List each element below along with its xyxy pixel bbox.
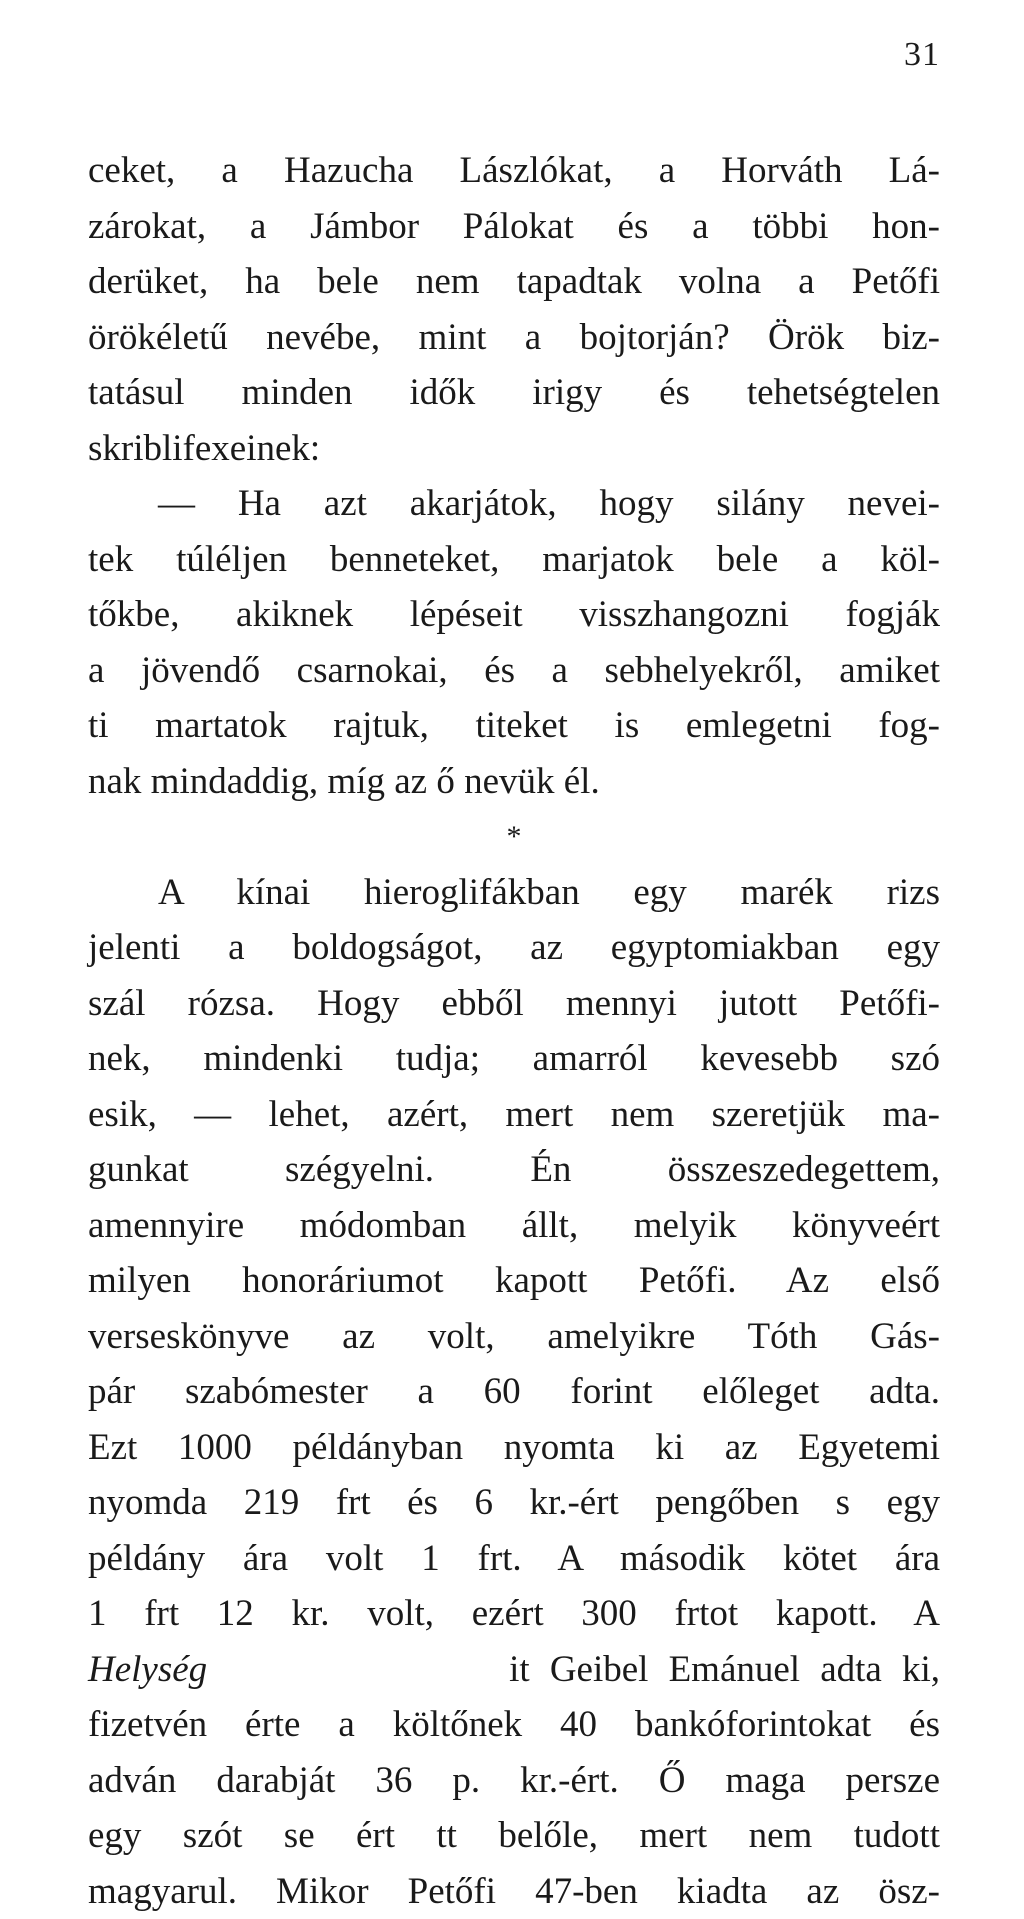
text-line: ti martatok rajtuk, titeket is emlegetni fog- <box>88 698 940 754</box>
text-line: Ezt 1000 példányban nyomta ki az Egyetemi <box>88 1420 940 1476</box>
section-separator: * <box>88 809 940 865</box>
text-line: A kínai hieroglifákban egy marék rizs <box>88 865 940 921</box>
text-line: adván darabját 36 p. kr.-ért. Ő maga persze <box>88 1753 940 1809</box>
text-line: nek, mindenki tudja; amarról kevesebb szó <box>88 1031 940 1087</box>
text-line: — Ha azt akarjátok, hogy silány nevei- <box>88 476 940 532</box>
text-line: 1 frt 12 kr. volt, ezért 300 frtot kapott. A <box>88 1586 940 1642</box>
text-line: tatásul minden idők irigy és tehetségtelen <box>88 365 940 421</box>
text-line: a jövendő csarnokai, és a sebhelyekről, amiket <box>88 643 940 699</box>
text-line: egy szót se ért tt belőle, mert nem tudott <box>88 1808 940 1864</box>
body-text <box>88 143 940 1919</box>
text-line: örökéletű nevébe, mint a bojtorján? Örök biz- <box>88 310 940 366</box>
text-fragment: it Geibel Emánuel adta ki, <box>509 1649 940 1690</box>
italic-title: Helység <box>88 1649 207 1690</box>
text-line: szál rózsa. Hogy ebből mennyi jutott Petőfi- <box>88 976 940 1032</box>
text-line-with-italic <box>88 1642 940 1698</box>
text-line: verseskönyve az volt, amelyikre Tóth Gás- <box>88 1309 940 1365</box>
page-number: 31 <box>904 36 940 74</box>
text-line: nyomda 219 frt és 6 kr.-ért pengőben s egy <box>88 1475 940 1531</box>
text-line: milyen honoráriumot kapott Petőfi. Az első <box>88 1253 940 1309</box>
text-line: magyarul. Mikor Petőfi 47-ben kiadta az ösz- <box>88 1864 940 1919</box>
text-line: pár szabómester a 60 forint előleget adta. <box>88 1364 940 1420</box>
text-line: amennyire módomban állt, melyik könyveért <box>88 1198 940 1254</box>
text-line: példány ára volt 1 frt. A második kötet ára <box>88 1531 940 1587</box>
text-line: derüket, ha bele nem tapadtak volna a Petőfi <box>88 254 940 310</box>
text-line: nak mindaddig, míg az ő nevük él. <box>88 754 940 810</box>
text-line: jelenti a boldogságot, az egyptomiakban egy <box>88 920 940 976</box>
text-line: skriblifexeinek: <box>88 421 940 477</box>
text-line: esik, — lehet, azért, mert nem szeretjük ma- <box>88 1087 940 1143</box>
text-line: ceket, a Hazucha Lászlókat, a Horváth Lá- <box>88 143 940 199</box>
text-line: tek túléljen benneteket, marjatok bele a köl- <box>88 532 940 588</box>
text-line: fizetvén érte a költőnek 40 bankóforintokat és <box>88 1697 940 1753</box>
text-line: gunkat szégyelni. Én összeszedegettem, <box>88 1142 940 1198</box>
text-line: zárokat, a Jámbor Pálokat és a többi hon- <box>88 199 940 255</box>
text-line: tőkbe, akiknek lépéseit visszhangozni fogják <box>88 587 940 643</box>
